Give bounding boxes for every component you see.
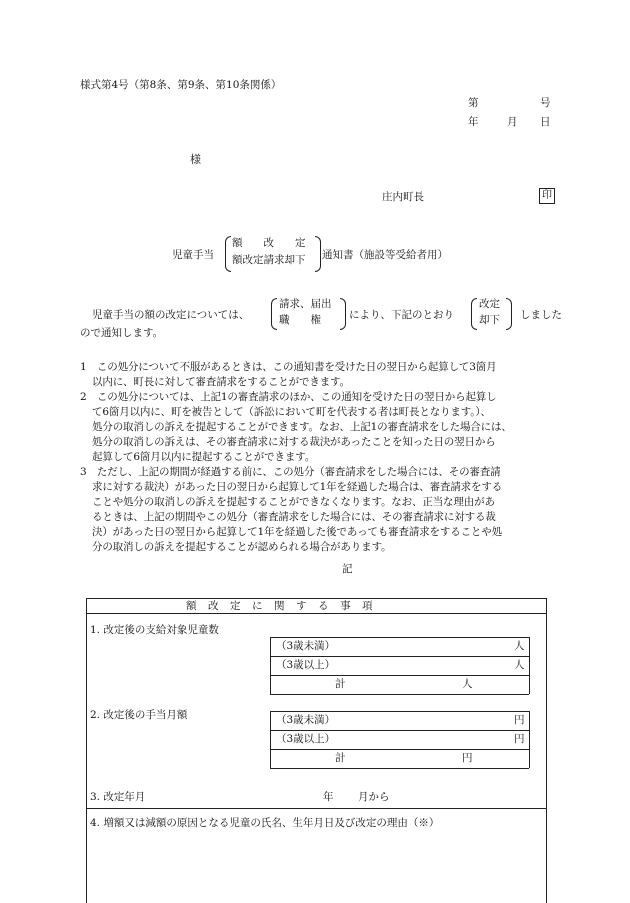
item-2-label: 2. 改定後の手当月額 xyxy=(90,709,188,721)
seal-box: 印 xyxy=(539,188,555,204)
note-3-cont-4: 決）があった日の翌日から起算して1年を経過した後であっても審査請求をすることや処 xyxy=(92,526,502,538)
table-right-border xyxy=(546,598,547,903)
intro-bracket-2-left xyxy=(471,298,477,330)
note-3-cont-1: 求に対する裁決）があった日の翌日から起算して1年を経過した場合は、審査請求をする xyxy=(92,481,503,493)
addressee-suffix: 様 xyxy=(190,153,201,166)
intro-bracket-2-line-1: 改定 xyxy=(479,298,500,310)
date-month: 月 xyxy=(507,116,518,128)
title-left-bracket xyxy=(225,236,231,272)
note-3-cont-2: ことや処分の取消しの訴えを提起することができなくなります。なお、正当な理由があ xyxy=(92,496,495,508)
item-3-label: 3. 改定年月 xyxy=(90,791,146,803)
item-3-divider xyxy=(86,808,546,809)
table-header: 額 改 定 に 関 す る 事 項 xyxy=(186,600,373,612)
title-right-bracket xyxy=(315,236,321,272)
item-1-total-unit: 人 xyxy=(462,678,473,690)
item-2-row-1-label: （3歳未満） xyxy=(276,714,336,726)
item-1-row-1-unit: 人 xyxy=(514,640,525,652)
title-option-2: 額改定請求却下 xyxy=(232,254,306,266)
item-2-row-2-label: （3歳以上） xyxy=(276,733,336,745)
title-prefix: 児童手当 xyxy=(172,249,214,261)
item-1-row-2-label: （3歳以上） xyxy=(276,659,336,671)
note-2-cont-2: 処分の取消しの訴えを提起することができます。なお、上記1の審査請求をした場合には、 xyxy=(92,421,512,433)
item-2-total-unit: 円 xyxy=(462,752,473,764)
intro-part-2: により、下記のとおり xyxy=(349,309,454,321)
title-suffix: 通知書（施設等受給者用） xyxy=(322,249,448,261)
item-1-row-1-label: （3歳未満） xyxy=(276,640,336,652)
item-1-label: 1. 改定後の支給対象児童数 xyxy=(90,624,219,636)
item-2-row-1-unit: 円 xyxy=(514,714,525,726)
intro-bracket-2-right xyxy=(506,298,512,330)
item-1-total-label: 計 xyxy=(335,678,346,690)
table-top-border xyxy=(86,598,546,599)
note-2: 2 この処分については、上記1の審査請求のほか、この通知を受けた日の翌日から起算し xyxy=(80,391,497,403)
note-3-cont-3: るときは、上記の期間やこの処分（審査請求をした場合には、その審査請求に対する裁 xyxy=(92,511,496,523)
issuer: 庄内町長 xyxy=(382,191,424,203)
note-2-cont-3: 処分の取消しの訴えは、その審査請求に対する裁決があったことを知った日の翌日から xyxy=(92,436,496,448)
title-option-1: 額 改 定 xyxy=(232,237,306,249)
note-2-cont-4: 起算して6箇月以内に提起することができます。 xyxy=(92,451,316,463)
note-1: 1 この処分について不服があるときは、この通知書を受けた日の翌日から起算して3箇月 xyxy=(80,361,497,373)
intro-part-3: しました xyxy=(520,309,562,321)
note-2-cont-1: て6箇月以内に、町を被告として（訴訟において町を代表する者は町長となります。）、 xyxy=(92,406,491,418)
item-2-total-label: 計 xyxy=(335,752,346,764)
intro-line-2: ので通知します。 xyxy=(80,327,164,339)
item-3-month: 月から xyxy=(358,791,390,803)
intro-part-1: 児童手当の額の改定については、 xyxy=(92,309,250,321)
item-4-label: 4. 増額又は減額の原因となる児童の氏名、生年月日及び改定の理由（※） xyxy=(90,817,440,829)
item-3-year: 年 xyxy=(323,791,334,803)
table-header-border xyxy=(86,613,546,614)
date-day: 日 xyxy=(540,116,551,128)
note-3-cont-5: 分の取消しの訴えを提起することが認められる場合があります。 xyxy=(92,541,392,553)
item-2-row-2-unit: 円 xyxy=(514,733,525,745)
intro-bracket-1-line-1: 請求、届出 xyxy=(279,298,332,310)
note-3: 3 ただし、上記の期間が経過する前に、この処分（審査請求をした場合には、その審査請 xyxy=(80,466,501,478)
date-year: 年 xyxy=(468,116,479,128)
intro-bracket-1-left xyxy=(271,298,277,330)
intro-bracket-1-right xyxy=(340,298,346,330)
form-number: 様式第4号（第8条、第9条、第10条関係） xyxy=(80,79,282,91)
note-1-cont: 以内に、町長に対して審査請求をすることができます。 xyxy=(92,376,350,388)
table-left-border xyxy=(86,598,87,903)
intro-bracket-1-line-2: 職 権 xyxy=(279,314,321,326)
item-1-row-2-unit: 人 xyxy=(514,659,525,671)
number-prefix: 第 xyxy=(468,97,479,109)
ki-mark: 記 xyxy=(342,563,353,575)
intro-bracket-2-line-2: 却下 xyxy=(479,314,500,326)
number-suffix: 号 xyxy=(540,97,551,109)
